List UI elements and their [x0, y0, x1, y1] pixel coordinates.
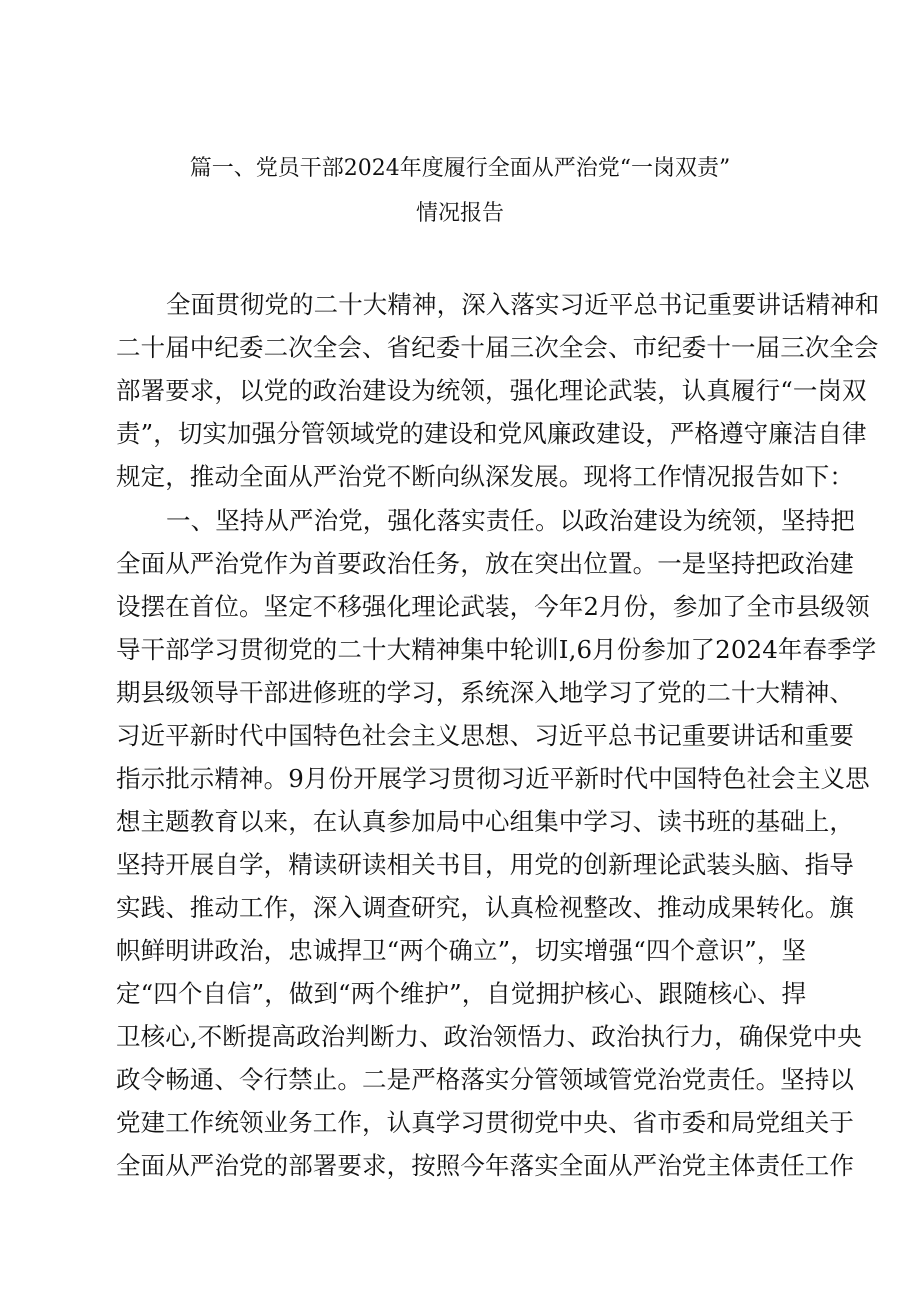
body-line-17: 定“四个自信”，做到“两个维护”，自觉拥护核心、跟随核心、捍 — [116, 979, 807, 1008]
document-title-line-2: 情况报告 — [415, 201, 504, 226]
body-line-19: 政令畅通、令行禁止。二是严格落实分管领域管党治党责任。坚持以 — [116, 1065, 854, 1094]
body-line-5: 规定，推动全面从严治党不断向纵深发展。现将工作情况报告如下： — [116, 462, 854, 491]
body-line-4: 责”，切实加强分管领域党的建设和党风廉政建设，严格遵守廉洁自律 — [116, 419, 867, 448]
body-line-9: 导干部学习贯彻党的二十大精神集中轮训I,6月份参加了2024年春季学 — [116, 635, 877, 664]
body-line-1: 全面贯彻党的二十大精神，深入落实习近平总书记重要讲话精神和 — [166, 290, 880, 319]
body-line-15: 实践、推动工作，深入调查研究，认真检视整改、推动成果转化。旗 — [116, 893, 854, 922]
body-line-7: 全面从严治党作为首要政治任务，放在突出位置。一是坚持把政治建 — [116, 549, 854, 578]
body-line-16: 帜鲜明讲政治，忠诚捍卫“两个确立”，切实增强“四个意识”，坚 — [116, 936, 807, 965]
body-line-2: 二十届中纪委二次全会、省纪委十届三次全会、市纪委十一届三次全会 — [116, 333, 879, 362]
body-line-8: 设摆在首位。坚定不移强化理论武装，今年2月份，参加了全市县级领 — [116, 592, 870, 621]
document-title-line-1: 篇一、党员干部2024年度履行全面从严治党“一岗双责” — [189, 156, 731, 181]
body-line-6: 一、坚持从严治党，强化落实责任。以政治建设为统领，坚持把 — [166, 506, 855, 535]
body-line-13: 想主题教育以来，在认真参加局中心组集中学习、读书班的基础上， — [116, 807, 854, 836]
body-line-18: 卫核心,不断提高政治判断力、政治领悟力、政治执行力，确保党中央 — [116, 1022, 862, 1051]
body-line-11: 习近平新时代中国特色社会主义思想、习近平总书记重要讲话和重要 — [116, 721, 854, 750]
body-line-14: 坚持开展自学，精读研读相关书目，用党的创新理论武装头脑、指导 — [116, 850, 854, 879]
body-line-10: 期县级领导干部进修班的学习，系统深入地学习了党的二十大精神、 — [116, 678, 854, 707]
body-line-20: 党建工作统领业务工作，认真学习贯彻党中央、省市委和局党组关于 — [116, 1108, 854, 1137]
body-line-3: 部署要求，以党的政治建设为统领，强化理论武装，认真履行“一岗双 — [116, 376, 867, 405]
body-line-12: 指示批示精神。9月份开展学习贯彻习近平新时代中国特色社会主义思 — [116, 764, 870, 793]
body-line-21: 全面从严治党的部署要求，按照今年落实全面从严治党主体责任工作 — [116, 1151, 854, 1180]
